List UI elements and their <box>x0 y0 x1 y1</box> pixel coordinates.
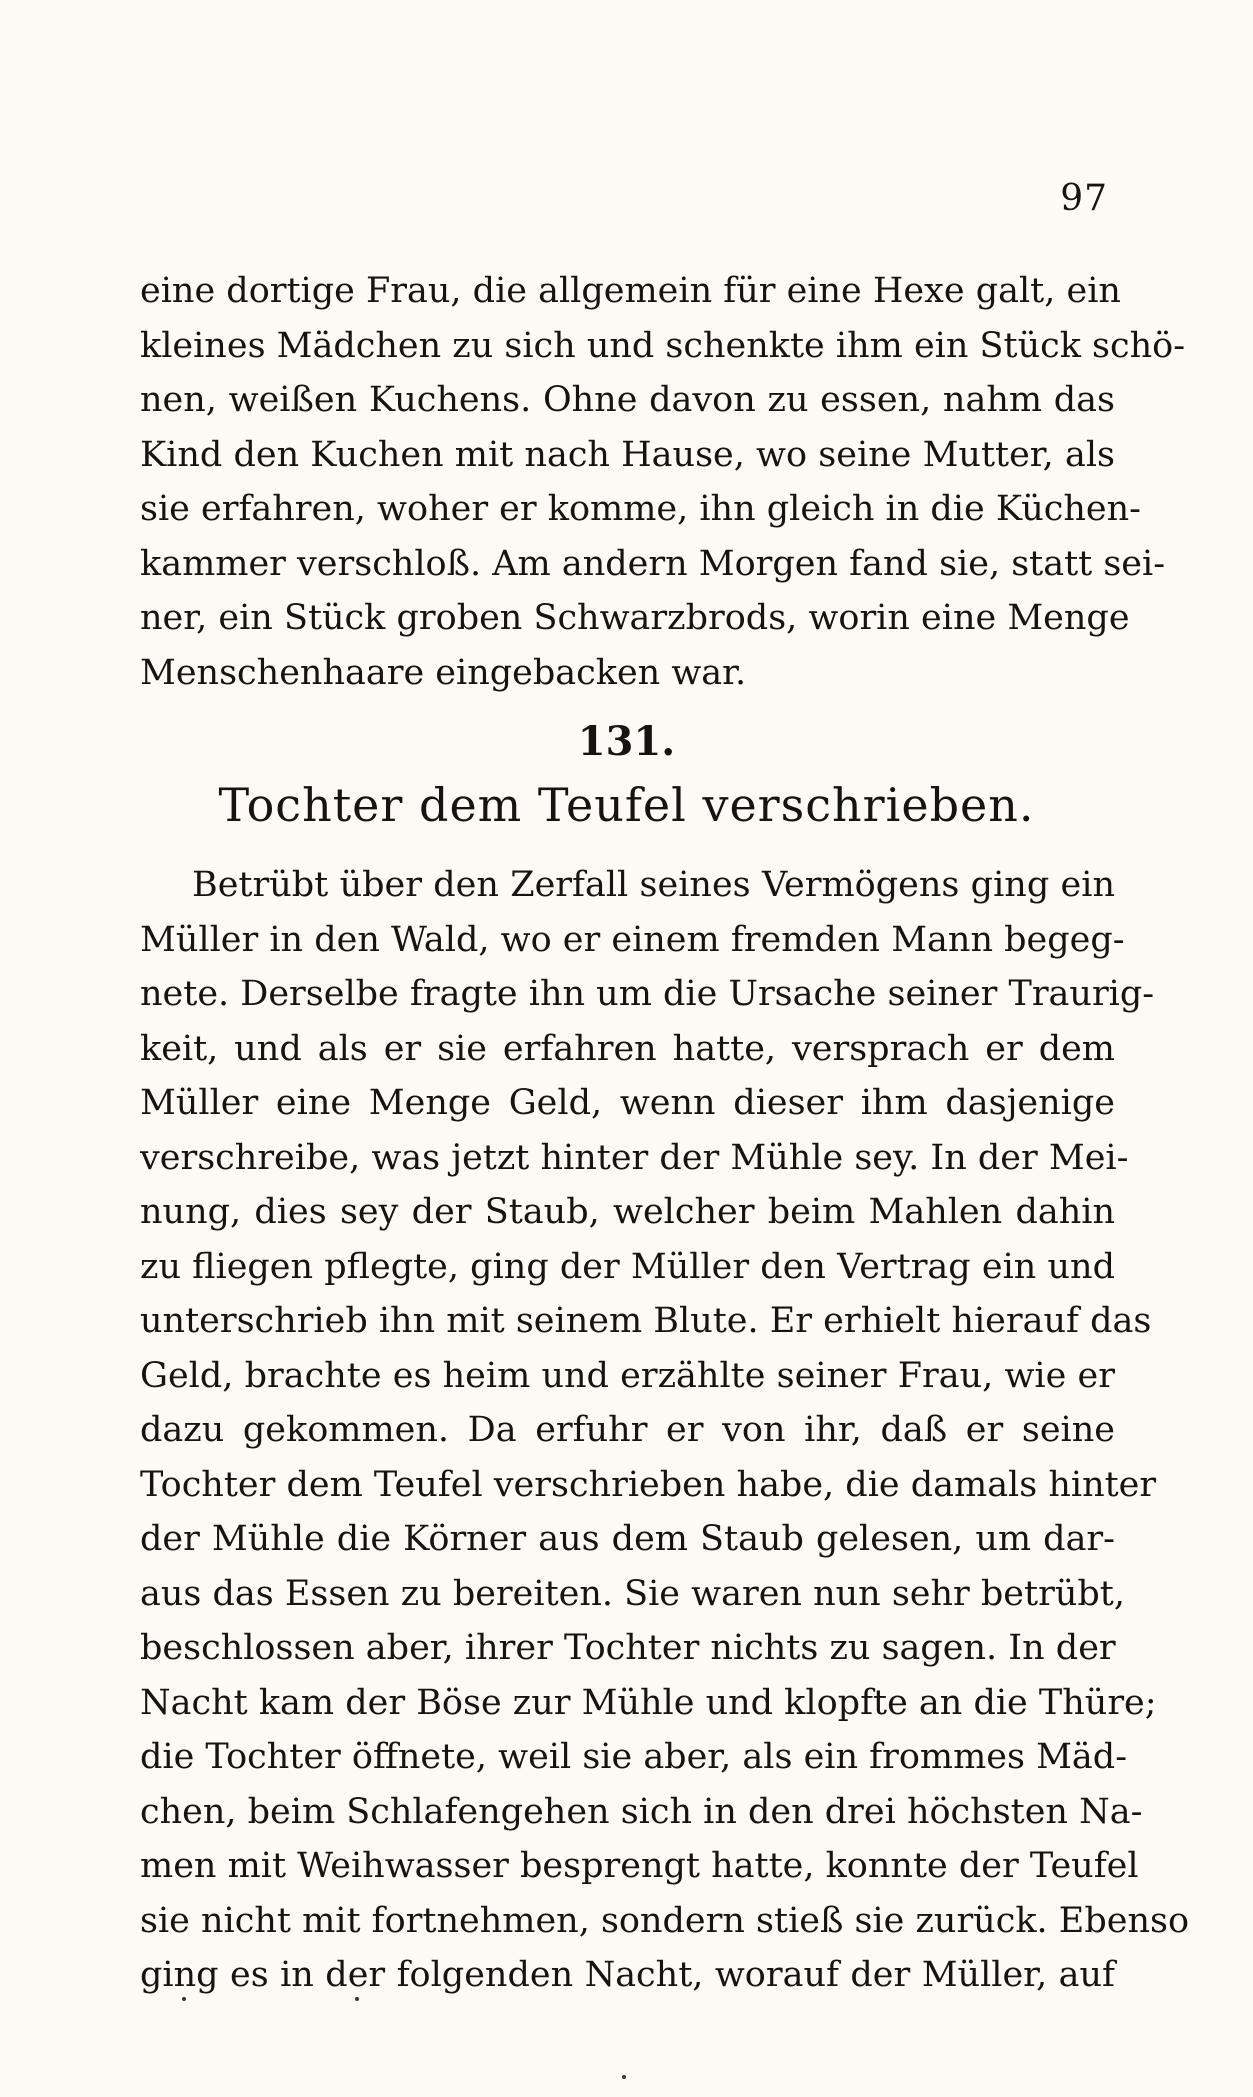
text-line: Nacht kam der Böse zur Mühle und klopfte an die Thüre; <box>140 1682 1157 1723</box>
text-line: zu fliegen pflegte, ging der Müller den Vertrag ein und <box>140 1246 1115 1287</box>
text-line: Geld, brachte es heim und erzählte seiner Frau, wie er <box>140 1355 1115 1396</box>
text-line: kleines Mädchen zu sich und schenkte ihm ein Stück schö- <box>140 325 1186 366</box>
text-line: kammer verschloß. Am andern Morgen fand sie, statt sei- <box>140 543 1166 584</box>
text-line: der Mühle die Körner aus dem Staub gelesen, um dar- <box>140 1519 1115 1559</box>
text-line: unterschrieb ihn mit seinem Blute. Er erhielt hierauf das <box>140 1301 1152 1341</box>
text-line: nen, weißen Kuchens. Ohne davon zu essen, nahm das <box>140 380 1115 420</box>
text-line: nung, dies sey der Staub, welcher beim Mahlen dahin <box>140 1192 1115 1232</box>
text-line: chen, beim Schlafengehen sich in den drei höchsten Na- <box>140 1791 1143 1832</box>
text-line: Tochter dem Teufel verschrieben habe, die damals hinter <box>140 1464 1157 1505</box>
text-line: Müller eine Menge Geld, wenn dieser ihm dasjenige <box>140 1083 1115 1123</box>
text-line: Betrübt über den Zerfall seines Vermögens ging ein <box>192 865 1115 905</box>
text-line: dazu gekommen. Da erfuhr er von ihr, daß er seine <box>140 1410 1115 1450</box>
text-line: nete. Derselbe fragte ihn um die Ursache seiner Traurig- <box>140 974 1155 1014</box>
text-line: ging es in der folgenden Nacht, worauf der Müller, auf <box>140 1955 1115 1995</box>
print-speck <box>355 1997 359 2001</box>
text-line: Kind den Kuchen mit nach Hause, wo seine Mutter, als <box>140 434 1115 475</box>
text-line: men mit Weihwasser besprengt hatte, konnte der Teufel <box>140 1846 1139 1886</box>
text-line: eine dortige Frau, die allgemein für eine Hexe galt, ein <box>140 271 1121 311</box>
paragraph-continued <box>140 264 1186 700</box>
paragraph-story <box>140 858 1190 2003</box>
text-line: ner, ein Stück groben Schwarzbrods, worin eine Menge <box>140 598 1130 638</box>
text-line: sie nicht mit fortnehmen, sondern stieß sie zurück. Ebenso <box>140 1900 1190 1941</box>
text-line: keit, und als er sie erfahren hatte, versprach er dem <box>140 1028 1115 1069</box>
text-line: aus das Essen zu bereiten. Sie waren nun sehr betrübt, <box>140 1573 1125 1614</box>
text-line: Müller in den Wald, wo er einem fremden Mann begeg- <box>140 919 1125 960</box>
text-line: sie erfahren, woher er komme, ihn gleich in die Küchen- <box>140 489 1141 529</box>
text-line: beschlossen aber, ihrer Tochter nichts zu sagen. In der <box>140 1628 1116 1668</box>
section-title: Tochter dem Teufel verschrieben. <box>218 778 1035 832</box>
text-line: Menschenhaare eingebacken war. <box>140 652 747 693</box>
print-speck <box>182 1997 186 2001</box>
text-line: verschreibe, was jetzt hinter der Mühle sey. In der Mei- <box>140 1137 1129 1178</box>
print-speck <box>622 2075 626 2079</box>
text-line: die Tochter öffnete, weil sie aber, als ein frommes Mäd- <box>140 1737 1128 1777</box>
section-number: 131. <box>577 718 676 765</box>
page-number: 97 <box>1060 178 1108 219</box>
